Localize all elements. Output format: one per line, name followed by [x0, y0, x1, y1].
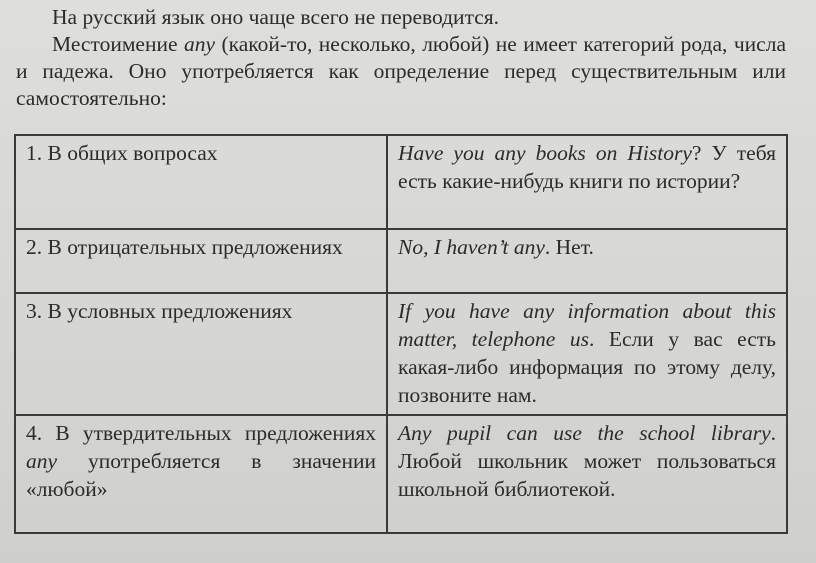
table-row: [15, 415, 787, 533]
usage-case-text-after: употребляется в значении «любой»: [26, 449, 376, 501]
example-english: Any pupil can use the school library: [398, 421, 771, 445]
usage-case-cell: 3. В условных предложениях: [15, 293, 387, 415]
intro-text-before: Местоимение: [52, 32, 184, 56]
example-english: No, I haven’t any: [398, 235, 545, 259]
example-russian: . Если у вас есть какая-либо информация по этому делу, позвоните нам.: [398, 327, 776, 407]
table-row: [15, 293, 787, 415]
example-english: Have you any books on History: [398, 141, 692, 165]
usage-case-text-before: 4. В утвердительных предложениях: [26, 421, 376, 445]
intro-line: На русский язык оно чаще всего не переводится.: [52, 5, 500, 29]
usage-case-cell: [15, 415, 387, 533]
usage-case-cell: 1. В общих вопросах: [15, 135, 387, 229]
example-russian: . Любой школьник может пользоваться школьной библиотекой.: [398, 421, 776, 501]
intro-text-after: (какой-то, несколько, любой) не имеет категорий рода, числа и падежа. Оно употребляется как определение перед существительным или самостоятельно:: [16, 32, 786, 110]
intro-paragraph: [16, 31, 786, 112]
table-row: [15, 229, 787, 293]
usage-case-cell: 2. В отрицательных предложениях: [15, 229, 387, 293]
intro-term-any: any: [183, 32, 216, 56]
table-row: [15, 135, 787, 229]
example-cell: [387, 229, 787, 293]
usage-table: [14, 134, 788, 534]
example-english: If you have any information about this matter, telephone us: [398, 299, 776, 351]
example-cell: [387, 293, 787, 415]
example-russian: ? У тебя есть какие-нибудь книги по истории?: [398, 141, 776, 193]
usage-case-term-any: any: [26, 449, 58, 473]
example-russian: . Нет.: [544, 235, 594, 259]
example-cell: [387, 415, 787, 533]
example-cell: [387, 135, 787, 229]
